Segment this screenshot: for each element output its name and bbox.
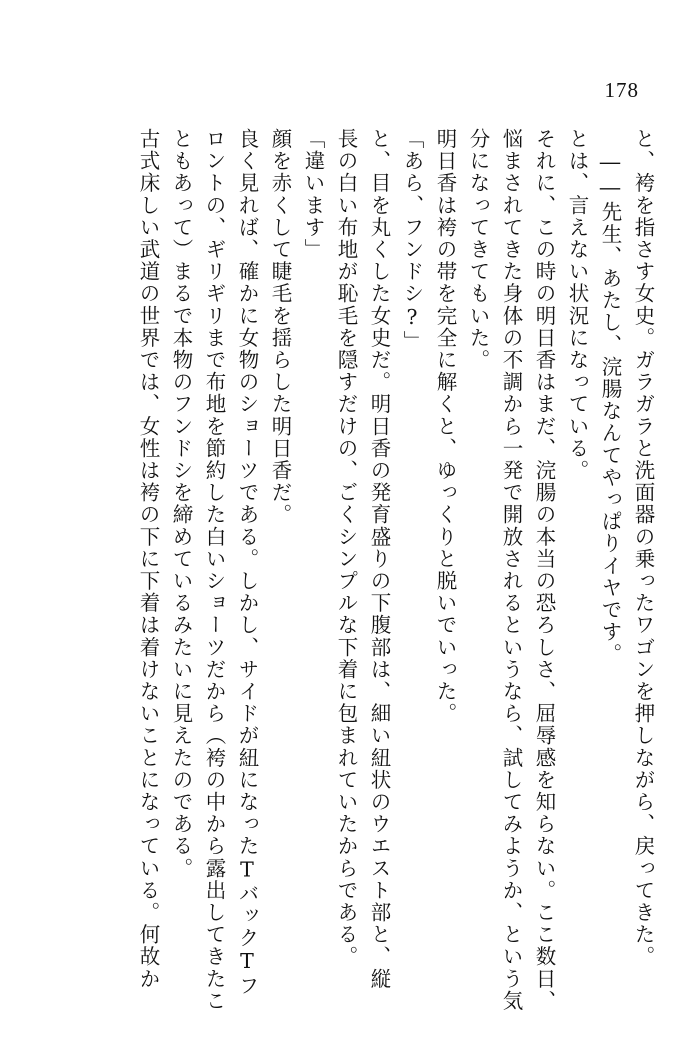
- vertical-text-block: [48, 128, 655, 1012]
- text-column: 良く見れば、確かに女物のショーツである。しかし、サイドが紐になったTバックTフ: [235, 128, 259, 997]
- page-number: 178: [604, 78, 639, 102]
- text-column: ロントの、ギリギリまで布地を節約した白いショーツだから（袴の中から露出してきたこ: [202, 128, 226, 1012]
- text-column: 「あら、フンドシ?」: [400, 128, 424, 353]
- text-column: と、袴を指さす女史。ガラガラと洗面器の乗ったワゴンを押しながら、戻ってきた。: [631, 128, 655, 968]
- text-column: 分になってきてもいた。: [466, 128, 490, 372]
- text-column: 長の白い布地が恥毛を隠すだけの、ごくシンプルな下着に包まれていたからである。: [334, 128, 358, 968]
- text-column: 悩まされてきた身体の不調から一発で開放されるというなら、試してみようか、という気: [499, 128, 523, 1012]
- text-column: それに、この時の明日香はまだ、浣腸の本当の恐ろしさ、屈辱感を知らない。ここ数日、: [532, 128, 556, 1012]
- text-column: 「違います」: [301, 128, 325, 261]
- text-column: 顔を赤くして睫毛を揺らした明日香だ。: [268, 128, 292, 526]
- text-column: とは、言えない状況になっている。: [565, 128, 589, 482]
- text-column: ともあって）まるで本物のフンドシを締めているみたいに見えたのである。: [169, 128, 193, 880]
- text-column: ――先生、あたし、浣腸なんてやっぱりイヤです。: [598, 150, 622, 666]
- text-column: と、目を丸くした女史だ。明日香の発育盛りの下腹部は、細い紐状のウエスト部と、縦: [367, 128, 391, 990]
- text-column: 明日香は袴の帯を完全に解くと、ゆっくりと脱いでいった。: [433, 128, 457, 725]
- text-column: 古式床しい武道の世界では、女性は袴の下に下着は着けないことになっている。何故か: [136, 128, 160, 990]
